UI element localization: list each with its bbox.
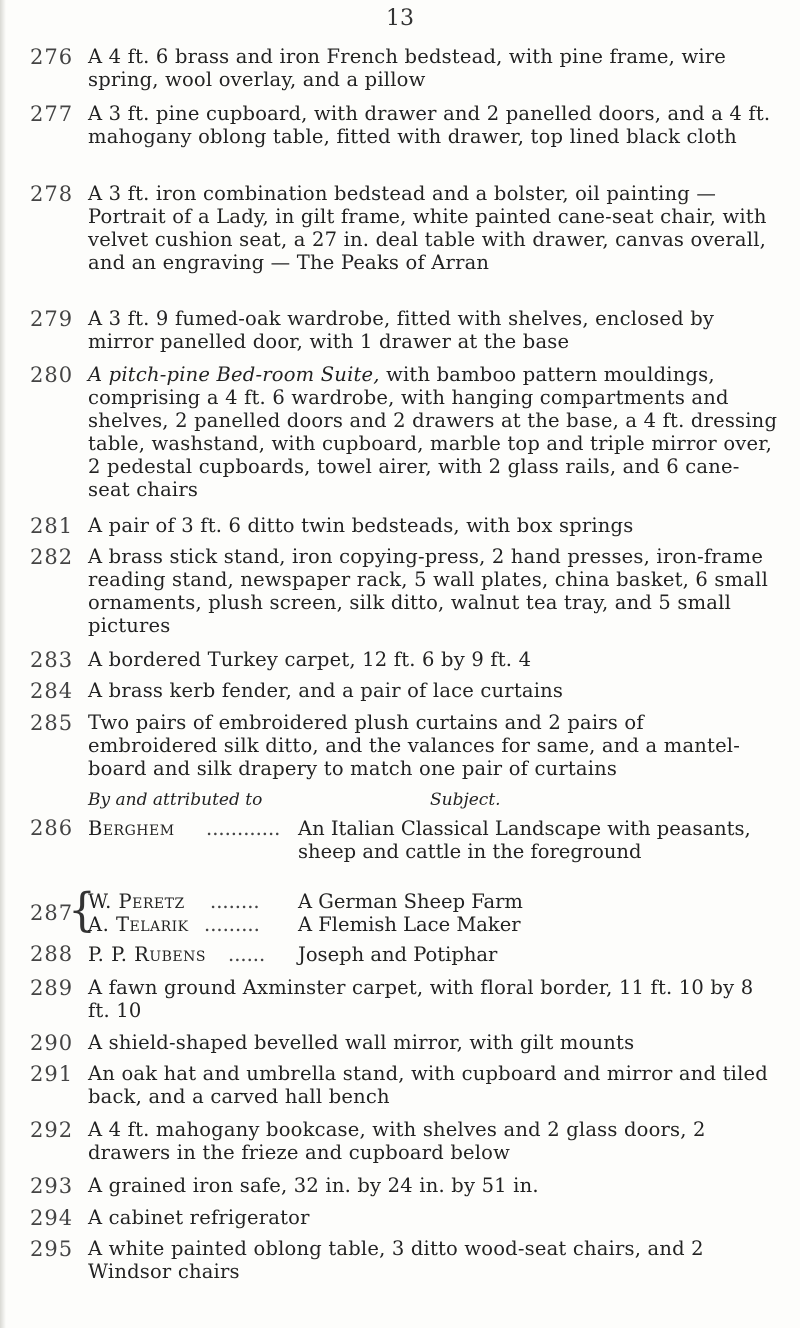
lot-description: A pair of 3 ft. 6 ditto twin bedsteads, with box springs xyxy=(88,514,634,537)
lot-number: 279 xyxy=(30,307,74,331)
lot-number: 289 xyxy=(30,976,74,1000)
painting-subject: Joseph and Potiphar xyxy=(298,943,498,966)
leader-dots: ...... xyxy=(228,943,266,966)
lot-number: 295 xyxy=(30,1237,74,1261)
lot-number: 280 xyxy=(30,363,74,387)
lot-description-rest: with bamboo pattern mouldings, comprising a 4 ft. 6 wardrobe, with hanging compartments and shelves, 2 panelled doors and 2 drawers at the base, a 4 ft. dressing table, washstand, with cupboard, marble top and triple mirror over, 2 pedestal cupboards, towel airer, with 2 glass rails, and 6 cane-seat chairs xyxy=(88,363,778,501)
lot-description: A brass stick stand, iron copying-press, 2 hand presses, iron-frame reading stand, newspaper rack, 5 wall plates, china basket, 6 small ornaments, plush screen, silk ditto, walnut tea tray, and 5 small pictures xyxy=(88,545,769,637)
lot-number: 291 xyxy=(30,1062,74,1086)
lot-description: A fawn ground Axminster carpet, with floral border, 11 ft. 10 by 8 ft. 10 xyxy=(88,976,754,1022)
lot-title-italic: A pitch-pine Bed-room Suite, xyxy=(88,363,380,386)
leader-dots: ......... xyxy=(204,913,260,936)
lot-number: 281 xyxy=(30,514,74,538)
page-number: 13 xyxy=(386,6,414,31)
lot-number: 287 xyxy=(30,901,74,925)
painting-artist: P. P. Rubens xyxy=(88,943,206,966)
painting-subject: An Italian Classical Landscape with peasants, sheep and cattle in the foreground xyxy=(298,817,751,863)
leader-dots: ............ xyxy=(206,817,281,840)
painting-artist: W. Peretz xyxy=(88,890,185,913)
lot-description: A bordered Turkey carpet, 12 ft. 6 by 9 ft. 4 xyxy=(88,648,532,671)
lot-description: Two pairs of embroidered plush curtains and 2 pairs of embroidered silk ditto, and the valances for same, and a mantel-board and silk drapery to match one pair of curtains xyxy=(88,711,741,780)
lot-description: A grained iron safe, 32 in. by 24 in. by 51 in. xyxy=(88,1174,539,1197)
lot-number: 288 xyxy=(30,942,74,966)
leader-dots: ........ xyxy=(210,890,260,913)
lot-number: 277 xyxy=(30,102,74,126)
lot-number: 283 xyxy=(30,648,74,672)
lot-number: 284 xyxy=(30,679,74,703)
painting-subject: A German Sheep Farm xyxy=(298,890,523,913)
attribution-header: By and attributed to xyxy=(88,790,263,810)
brace-glyph: { xyxy=(68,883,96,938)
lot-description: A 3 ft. pine cupboard, with drawer and 2 panelled doors, and a 4 ft. mahogany oblong table, fitted with drawer, top lined black cloth xyxy=(88,102,771,148)
lot-number: 294 xyxy=(30,1206,74,1230)
lot-number: 293 xyxy=(30,1174,74,1198)
lot-number: 285 xyxy=(30,711,74,735)
lot-description: A cabinet refrigerator xyxy=(88,1206,310,1229)
lot-number: 282 xyxy=(30,545,74,569)
lot-description: A brass kerb fender, and a pair of lace curtains xyxy=(88,679,564,702)
lot-description xyxy=(88,363,778,501)
lot-description: A 3 ft. iron combination bedstead and a bolster, oil painting —Portrait of a Lady, in gilt frame, white painted cane-seat chair, with velvet cushion seat, a 27 in. deal table with drawer, canvas overall, and an engraving — The Peaks of Arran xyxy=(88,182,767,274)
page-edge-shadow xyxy=(0,0,6,1328)
lot-description: An oak hat and umbrella stand, with cupboard and mirror and tiled back, and a carved hall bench xyxy=(88,1062,768,1108)
painting-artist: Berghem xyxy=(88,817,175,840)
lot-description: A white painted oblong table, 3 ditto wood-seat chairs, and 2 Windsor chairs xyxy=(88,1237,704,1283)
lot-description: A 3 ft. 9 fumed-oak wardrobe, fitted with shelves, enclosed by mirror panelled door, with 1 drawer at the base xyxy=(88,307,715,353)
lot-number: 290 xyxy=(30,1031,74,1055)
lot-description: A shield-shaped bevelled wall mirror, with gilt mounts xyxy=(88,1031,635,1054)
lot-description: A 4 ft. mahogany bookcase, with shelves and 2 glass doors, 2 drawers in the frieze and cupboard below xyxy=(88,1118,706,1164)
lot-number: 286 xyxy=(30,816,74,840)
lot-number: 278 xyxy=(30,182,74,206)
lot-number: 292 xyxy=(30,1118,74,1142)
lot-number: 276 xyxy=(30,45,74,69)
lot-description: A 4 ft. 6 brass and iron French bedstead, with pine frame, wire spring, wool overlay, and a pillow xyxy=(88,45,727,91)
painting-artist: A. Telarik xyxy=(88,913,189,936)
painting-subject: A Flemish Lace Maker xyxy=(298,913,521,936)
subject-header: Subject. xyxy=(430,790,501,810)
